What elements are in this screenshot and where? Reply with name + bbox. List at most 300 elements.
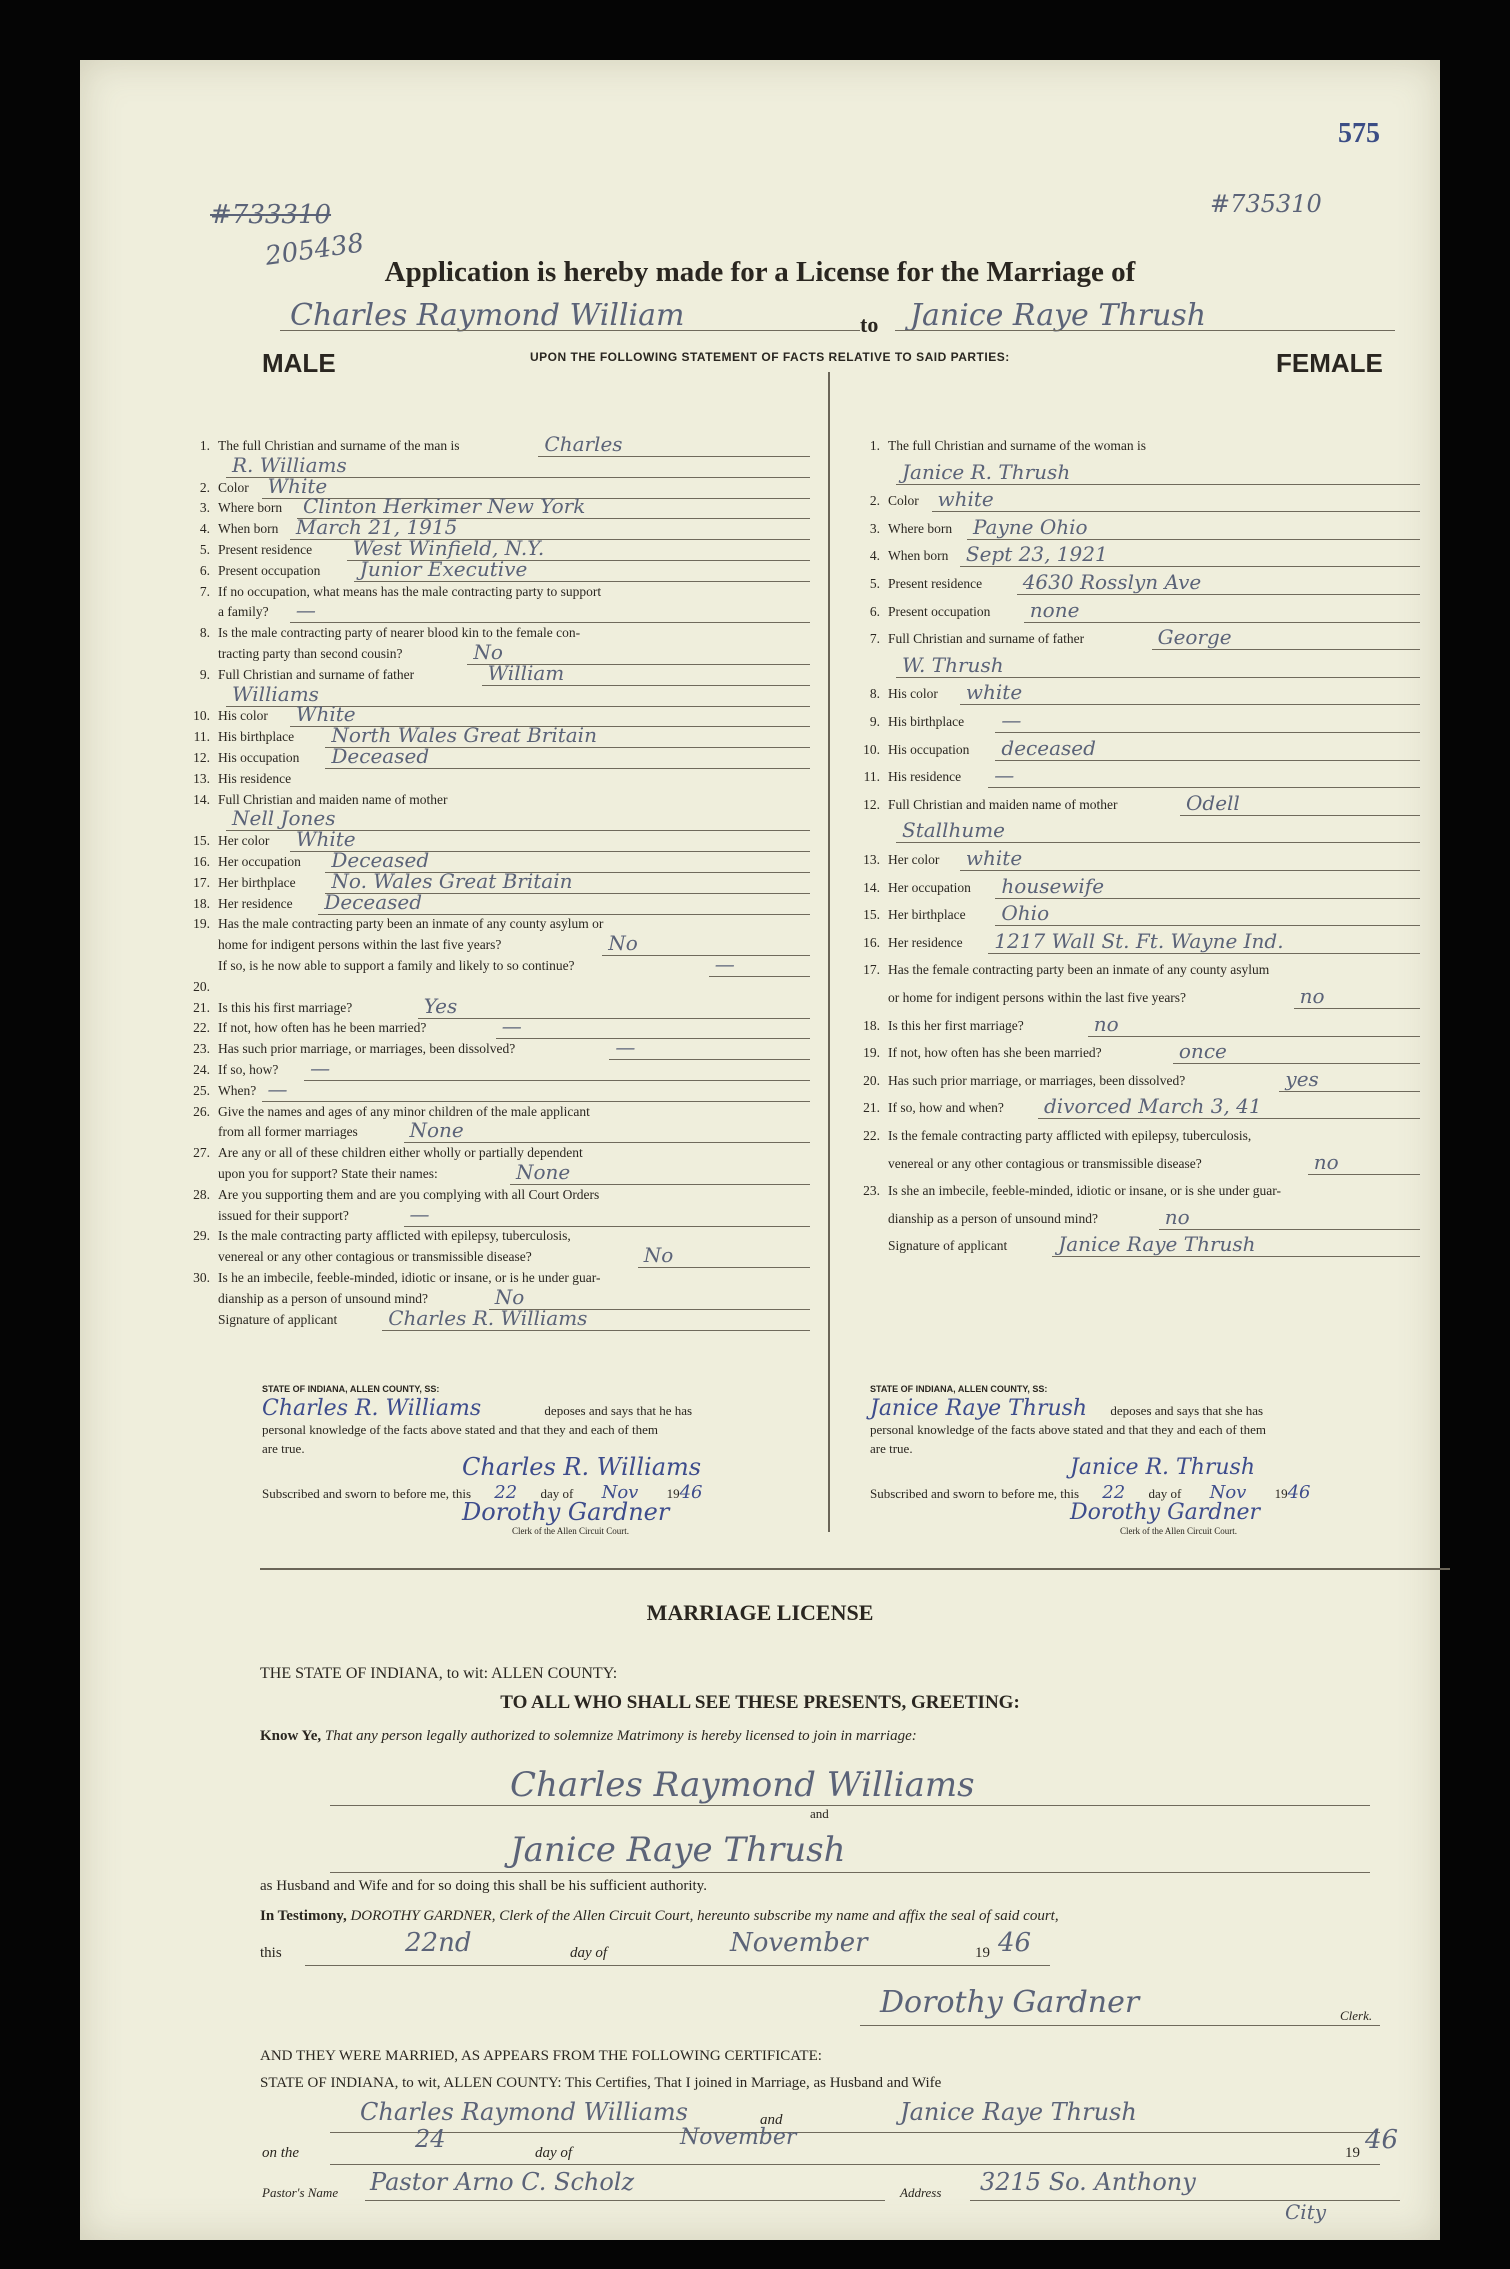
answer-field [967, 515, 1420, 540]
answer-field [290, 598, 810, 623]
female-question-row [850, 438, 1430, 460]
question-text: home for indigent persons within the last five years? [218, 937, 502, 953]
answer-field [960, 846, 1420, 871]
answer-field [932, 487, 1421, 512]
answer-text: — [501, 1014, 522, 1039]
answer-field [510, 1160, 810, 1185]
question-text: Is the female contracting party afflicted with epilepsy, tuberculosis, [888, 1128, 1252, 1143]
question-text: The full Christian and surname of the man is [218, 438, 460, 453]
question-number: 30. [193, 1270, 210, 1285]
question-text: Her birthplace [218, 874, 296, 890]
question-text: Present occupation [888, 603, 991, 619]
female-question-row [850, 1183, 1430, 1205]
address-line [970, 2200, 1400, 2201]
cert-groom: Charles Raymond Williams [360, 2098, 688, 2126]
answer-field [1173, 1039, 1420, 1064]
answer-field [988, 763, 1420, 788]
know-ye-text: That any person legally authorized to solemnize Matrimony is hereby licensed to join in marriage: [324, 1728, 917, 1744]
sworn-day: 22 [494, 1482, 518, 1503]
license-clerk-signature: Dorothy Gardner [880, 1985, 1140, 2020]
answer-text: — [615, 1035, 636, 1060]
question-text: Is this his first marriage? [218, 999, 353, 1015]
pastor-line [365, 2200, 885, 2201]
sworn-label: Subscribed and sworn to before me, this [262, 1486, 472, 1501]
question-text: If not, how often has he been married? [218, 1020, 427, 1036]
answer-text: once [1178, 1039, 1227, 1064]
question-number: 9. [869, 714, 880, 729]
female-question-row [850, 459, 1430, 488]
question-text: The full Christian and surname of the woman is [888, 438, 1146, 453]
question-number: 18. [863, 1017, 880, 1033]
question-text: Present occupation [218, 562, 321, 578]
cert-date-line [330, 2164, 1380, 2165]
record-number-left: 205438 [263, 228, 366, 272]
pastor-name: Pastor Arno C. Scholz [370, 2168, 635, 2196]
year-prefix: 19 [666, 1486, 680, 1501]
question-number: 23. [863, 1183, 880, 1199]
question-number: 17. [863, 962, 880, 978]
license-heading: MARRIAGE LICENSE [646, 1600, 874, 1625]
clerk-signature: Dorothy Gardner [1070, 1500, 1261, 1525]
female-question-row [850, 487, 1430, 515]
answer-text: None [516, 1160, 571, 1184]
answer-text: Deceased [331, 848, 430, 872]
answer-field [1024, 598, 1420, 623]
answer-text: W. Thrush [902, 652, 1004, 677]
female-question-row [850, 818, 1430, 846]
answer-text: yes [1285, 1066, 1319, 1091]
year-prefix: 19 [1274, 1486, 1288, 1501]
answer-field [404, 1202, 811, 1227]
question-text: Is he an imbecile, feeble-minded, idiotic or insane, or is he under guar- [218, 1270, 601, 1285]
answer-text: White [295, 702, 356, 727]
sworn-day: 22 [1102, 1482, 1126, 1503]
question-text: When born [218, 521, 279, 537]
question-text: or home for indigent persons within the last five years? [888, 990, 1187, 1005]
question-text: Signature of applicant [218, 1311, 338, 1327]
answer-field [1038, 1094, 1420, 1119]
column-divider [828, 372, 830, 1532]
answer-field [995, 901, 1420, 926]
answer-text: — [310, 1056, 331, 1080]
answer-text: George [1157, 625, 1232, 650]
question-text: Where born [218, 500, 283, 516]
female-question-row [850, 680, 1430, 708]
female-question-row [850, 1094, 1430, 1122]
day-of-label: day of [1148, 1486, 1182, 1501]
answer-text: Charles [544, 432, 623, 456]
female-question-row [850, 1232, 1430, 1260]
male-question-row [180, 556, 820, 585]
answer-field [382, 1306, 810, 1331]
cert-year-prefix: 19 [1345, 2145, 1360, 2161]
question-number: 4. [869, 548, 880, 564]
question-number: 25. [193, 1082, 210, 1098]
question-number: 1. [199, 438, 210, 453]
male-header: MALE [262, 348, 336, 378]
question-text: His residence [888, 769, 962, 785]
question-number: 6. [869, 603, 880, 619]
question-text: Full Christian and maiden name of mother [218, 791, 448, 807]
clerk-label: Clerk of the Allen Circuit Court. [1120, 1526, 1237, 1536]
answer-text: Ohio [1001, 901, 1050, 926]
certifies-text: STATE OF INDIANA, to wit, ALLEN COUNTY: This Certifies, That I joined in Marriage, as Husband and Wife [260, 2075, 942, 2091]
answer-text: housewife [1001, 873, 1105, 898]
female-affidavit [870, 1380, 1410, 1541]
clerk-label: Clerk of the Allen Circuit Court. [512, 1526, 629, 1536]
question-text: Is this her first marriage? [888, 1017, 1024, 1033]
female-question-row [850, 1128, 1430, 1150]
answer-text: Williams [232, 681, 319, 706]
male-affidavit [262, 1380, 792, 1541]
answer-text: Janice R. Thrush [902, 459, 1071, 484]
male-question-row [180, 1076, 820, 1105]
question-number: 20. [193, 978, 210, 994]
question-text: When? [218, 1082, 257, 1098]
affidavit-text: personal knowledge of the facts above stated and that they and each of them [262, 1422, 658, 1437]
answer-field [325, 744, 810, 769]
answer-field [1308, 1150, 1420, 1175]
question-number: 3. [869, 520, 880, 536]
license-groom-line [330, 1805, 1370, 1806]
answer-text: white [965, 680, 1023, 705]
answer-text: R. Williams [232, 452, 347, 477]
question-text: If so, how? [218, 1062, 279, 1077]
answer-field [1088, 1012, 1420, 1037]
question-text: When born [888, 548, 949, 564]
question-text: from all former marriages [218, 1124, 358, 1140]
question-text: Has the female contracting party been an inmate of any county asylum [888, 962, 1270, 978]
groom-line [280, 330, 860, 331]
affidavit-text: are true. [870, 1441, 913, 1456]
question-number: 4. [199, 521, 210, 537]
question-text: tracting party than second cousin? [218, 646, 403, 661]
question-number: 14. [863, 879, 880, 895]
question-text: dianship as a person of unsound mind? [888, 1210, 1098, 1226]
question-text: Her color [218, 833, 270, 849]
question-number: 11. [193, 729, 210, 745]
address-label: Address [900, 2185, 942, 2200]
question-number: 29. [193, 1228, 210, 1244]
answer-text: Junior Executive [359, 556, 528, 581]
question-number: 3. [199, 500, 210, 516]
female-question-row [850, 984, 1430, 1012]
pastor-address: 3215 So. Anthony [980, 2168, 1196, 2196]
day-of-label: day of [540, 1486, 574, 1501]
license-month: November [730, 1928, 868, 1958]
question-number: 15. [193, 833, 210, 849]
question-text: His residence [218, 770, 292, 786]
cert-month: November [680, 2125, 797, 2150]
sworn-month: Nov [601, 1482, 639, 1503]
clerk-signature: Dorothy Gardner [462, 1498, 670, 1526]
answer-field [995, 736, 1420, 761]
male-question-row [180, 1160, 820, 1188]
answer-text: No. Wales Great Britain [331, 868, 573, 893]
answer-text: West Winfield, N.Y. [352, 536, 545, 560]
question-text: If so, is he now able to support a family and likely to so continue? [218, 958, 575, 973]
female-question-row [850, 542, 1430, 570]
answer-text: No [608, 931, 638, 956]
answer-text: none [1029, 597, 1080, 622]
testimony-text: DOROTHY GARDNER, Clerk of the Allen Circuit Court, hereunto subscribe my name and affix the seal of said court, [350, 1908, 1059, 1924]
answer-text: Nell Jones [232, 806, 336, 831]
question-number: 22. [863, 1128, 880, 1143]
question-number: 22. [193, 1020, 210, 1036]
female-header: FEMALE [1276, 348, 1383, 378]
bride-name: Janice Raye Thrush [910, 298, 1207, 333]
question-text: Signature of applicant [888, 1238, 1008, 1254]
answer-text: 4630 Rosslyn Ave [1022, 570, 1202, 594]
female-question-row [850, 901, 1430, 929]
answer-field [1279, 1067, 1420, 1092]
on-the-label: on the [262, 2145, 300, 2161]
question-number: 7. [199, 583, 210, 599]
question-number: 5. [199, 542, 210, 557]
answer-text: white [937, 487, 994, 512]
sworn-year: 46 [1287, 1482, 1311, 1503]
question-text: Full Christian and maiden name of mother [888, 796, 1118, 812]
answer-text: — [295, 598, 316, 623]
answer-text: Deceased [324, 889, 423, 914]
license-year-prefix: 19 [975, 1945, 990, 1961]
answer-field [1152, 625, 1420, 650]
pastor-city: City [1285, 2200, 1327, 2224]
answer-field [1180, 791, 1420, 816]
answer-text: — [267, 1076, 288, 1101]
answer-text: No [643, 1243, 674, 1268]
affidavit-text: deposes and says that he has [544, 1403, 693, 1418]
question-number: 12. [193, 750, 210, 765]
answer-text: no [1093, 1011, 1119, 1036]
answer-field [988, 929, 1420, 954]
question-number: 9. [199, 666, 210, 682]
license-greeting: TO ALL WHO SHALL SEE THESE PRESENTS, GREETING: [500, 1692, 1020, 1713]
male-question-row [180, 1305, 820, 1334]
answer-field [995, 874, 1420, 899]
female-question-row [850, 1066, 1430, 1095]
female-question-row [850, 928, 1430, 957]
answer-text: William [487, 660, 565, 685]
question-number: 17. [193, 874, 210, 890]
answer-field [896, 460, 1420, 485]
male-question-row [180, 744, 820, 772]
question-number: 19. [863, 1045, 880, 1061]
question-text: Give the names and ages of any minor children of the male applicant [218, 1103, 590, 1119]
answer-text: Yes [423, 993, 458, 1018]
question-text: His occupation [218, 750, 300, 765]
answer-field [1159, 1205, 1420, 1230]
question-number: 6. [199, 562, 210, 578]
know-ye-lead: Know Ye, [260, 1728, 322, 1744]
question-text: Her residence [218, 895, 293, 911]
struck-record-number: #733310 [210, 200, 332, 230]
answer-text: Clinton Herkimer New York [303, 494, 586, 519]
answer-text: Sept 23, 1921 [965, 542, 1108, 567]
affidavit-text: deposes and says that she has [1110, 1403, 1264, 1418]
this-label: this [260, 1945, 282, 1961]
answer-field [896, 653, 1420, 678]
question-text: Her occupation [218, 854, 301, 869]
license-day-of: day of [570, 1945, 608, 1961]
cert-bride: Janice Raye Thrush [900, 2098, 1137, 2126]
answer-text: Payne Ohio [973, 514, 1088, 539]
question-text: venereal or any other contagious or transmissible disease? [888, 1155, 1202, 1171]
female-question-row [850, 1011, 1430, 1040]
question-number: 2. [869, 493, 880, 509]
cert-and: and [760, 2112, 783, 2128]
female-question-row [850, 846, 1430, 874]
question-text: If so, how and when? [888, 1100, 1004, 1116]
question-text: Is she an imbecile, feeble-minded, idiotic or insane, or is she under guar- [888, 1183, 1281, 1199]
license-year: 46 [998, 1928, 1032, 1958]
female-question-row [850, 962, 1430, 984]
answer-text: — [1001, 708, 1022, 732]
question-number: 2. [199, 479, 210, 495]
question-text: Is the male contracting party afflicted with epilepsy, tuberculosis, [218, 1228, 571, 1244]
question-text: Has such prior marriage, or marriages, been dissolved? [888, 1072, 1186, 1088]
answer-text: Deceased [331, 744, 430, 768]
answer-field [318, 890, 810, 915]
female-question-row [850, 625, 1430, 653]
question-number: 12. [863, 796, 880, 812]
question-number: 16. [193, 854, 210, 869]
answer-text: No [473, 640, 503, 664]
question-number: 11. [863, 769, 880, 785]
answer-text: No [494, 1284, 525, 1309]
question-number: 16. [863, 934, 880, 950]
question-number: 13. [863, 852, 880, 867]
husband-wife-text: as Husband and Wife and for so doing this shall be his sufficient authority. [260, 1878, 707, 1894]
male-question-row [180, 771, 820, 793]
question-number: 20. [863, 1072, 880, 1088]
affiant-name: Charles R. Williams [262, 1396, 482, 1421]
license-bride: Janice Raye Thrush [510, 1830, 846, 1870]
question-number: 28. [193, 1186, 210, 1202]
question-text: Her birthplace [888, 907, 966, 923]
question-number: 1. [869, 438, 880, 453]
to-label: to [860, 312, 879, 337]
answer-text: white [965, 846, 1023, 870]
male-question-row [180, 889, 820, 918]
answer-field [896, 818, 1420, 843]
clerk-line [860, 2025, 1380, 2026]
question-text: Color [218, 479, 249, 495]
question-text: Is the male contracting party of nearer blood kin to the female con- [218, 625, 581, 641]
answer-text: March 21, 1915 [295, 515, 458, 540]
license-bride-line [330, 1872, 1370, 1873]
female-question-row [850, 708, 1430, 736]
cert-day: 24 [415, 2125, 446, 2153]
license-day: 22nd [405, 1928, 472, 1958]
affidavit-text: personal knowledge of the facts above stated and that they and each of them [870, 1422, 1266, 1437]
answer-text: deceased [1001, 735, 1096, 760]
answer-text: Stallhume [902, 818, 1006, 843]
answer-field [709, 952, 810, 977]
statement-subheader: UPON THE FOLLOWING STATEMENT OF FACTS RELATIVE TO SAID PARTIES: [530, 350, 1010, 364]
license-state: THE STATE OF INDIANA, to wit: ALLEN COUNTY: [260, 1665, 618, 1682]
answer-text: divorced March 3, 41 [1044, 1094, 1262, 1119]
license-date-line [305, 1965, 1050, 1966]
answer-text: — [409, 1201, 430, 1226]
answer-field [960, 542, 1420, 567]
male-question-row [180, 952, 820, 980]
testimony-lead: In Testimony, [260, 1908, 347, 1924]
license-groom: Charles Raymond Williams [510, 1765, 975, 1805]
female-question-row [850, 597, 1430, 626]
question-text: dianship as a person of unsound mind? [218, 1290, 428, 1306]
question-text: His color [218, 708, 268, 724]
answer-field [638, 1243, 810, 1268]
question-number: 8. [869, 686, 880, 702]
pastor-label: Pastor's Name [262, 2185, 339, 2200]
answer-field [404, 1118, 811, 1143]
answer-field [262, 1077, 811, 1102]
question-text: Full Christian and surname of father [888, 631, 1085, 647]
male-question-row [180, 1201, 820, 1230]
answer-text: Odell [1186, 790, 1240, 815]
sworn-label: Subscribed and sworn to before me, this [870, 1486, 1080, 1501]
question-number: 18. [193, 895, 210, 911]
question-text: Has such prior marriage, or marriages, been dissolved? [218, 1041, 516, 1057]
female-question-row [850, 735, 1430, 764]
affiant-signature: Charles R. Williams [462, 1453, 702, 1481]
question-text: Are you supporting them and are you complying with all Court Orders [218, 1186, 600, 1202]
question-text: Are any or all of these children either wholly or partially dependent [218, 1145, 583, 1161]
clerk-suffix: Clerk. [1340, 2008, 1373, 2023]
question-text: issued for their support? [218, 1207, 349, 1223]
female-question-row [850, 514, 1430, 543]
question-number: 24. [193, 1062, 210, 1077]
answer-text: no [1313, 1149, 1339, 1174]
female-question-row [850, 652, 1430, 681]
question-text: Where born [888, 520, 953, 536]
license-and: and [810, 1806, 829, 1821]
page-number: 575 [1338, 118, 1380, 149]
female-question-row [850, 790, 1430, 819]
affiant-name: Janice Raye Thrush [870, 1396, 1088, 1421]
question-text: Her residence [888, 934, 963, 950]
question-text: Color [888, 493, 919, 509]
answer-text: no [1164, 1204, 1190, 1229]
question-text: Present residence [888, 576, 983, 591]
question-text: His birthplace [218, 729, 295, 745]
female-question-row [850, 763, 1430, 791]
bride-line [895, 330, 1395, 331]
section-divider [260, 1568, 1450, 1570]
answer-text: — [714, 952, 735, 976]
affidavit-text: are true. [262, 1441, 305, 1456]
record-number-right: #735310 [1210, 190, 1322, 218]
answer-text: — [994, 763, 1015, 788]
answer-text: 1217 Wall St. Ft. Wayne Ind. [994, 928, 1284, 953]
question-text: Her occupation [888, 879, 971, 895]
cert-year: 46 [1365, 2125, 1399, 2155]
question-text: Full Christian and surname of father [218, 666, 415, 682]
answer-text: White [267, 473, 328, 498]
answer-field [1017, 570, 1420, 595]
application-title: Application is hereby made for a License for the Marriage of [384, 256, 1136, 288]
question-number: 21. [193, 999, 210, 1015]
female-question-row [850, 1039, 1430, 1067]
answer-text: no [1299, 984, 1325, 1008]
question-number: 13. [193, 770, 210, 786]
female-question-row [850, 570, 1430, 598]
answer-text: Charles R. Williams [388, 1305, 588, 1330]
answer-field [995, 708, 1420, 733]
male-question-row [180, 1243, 820, 1271]
question-text: If no occupation, what means has the male contracting party to support [218, 583, 602, 599]
